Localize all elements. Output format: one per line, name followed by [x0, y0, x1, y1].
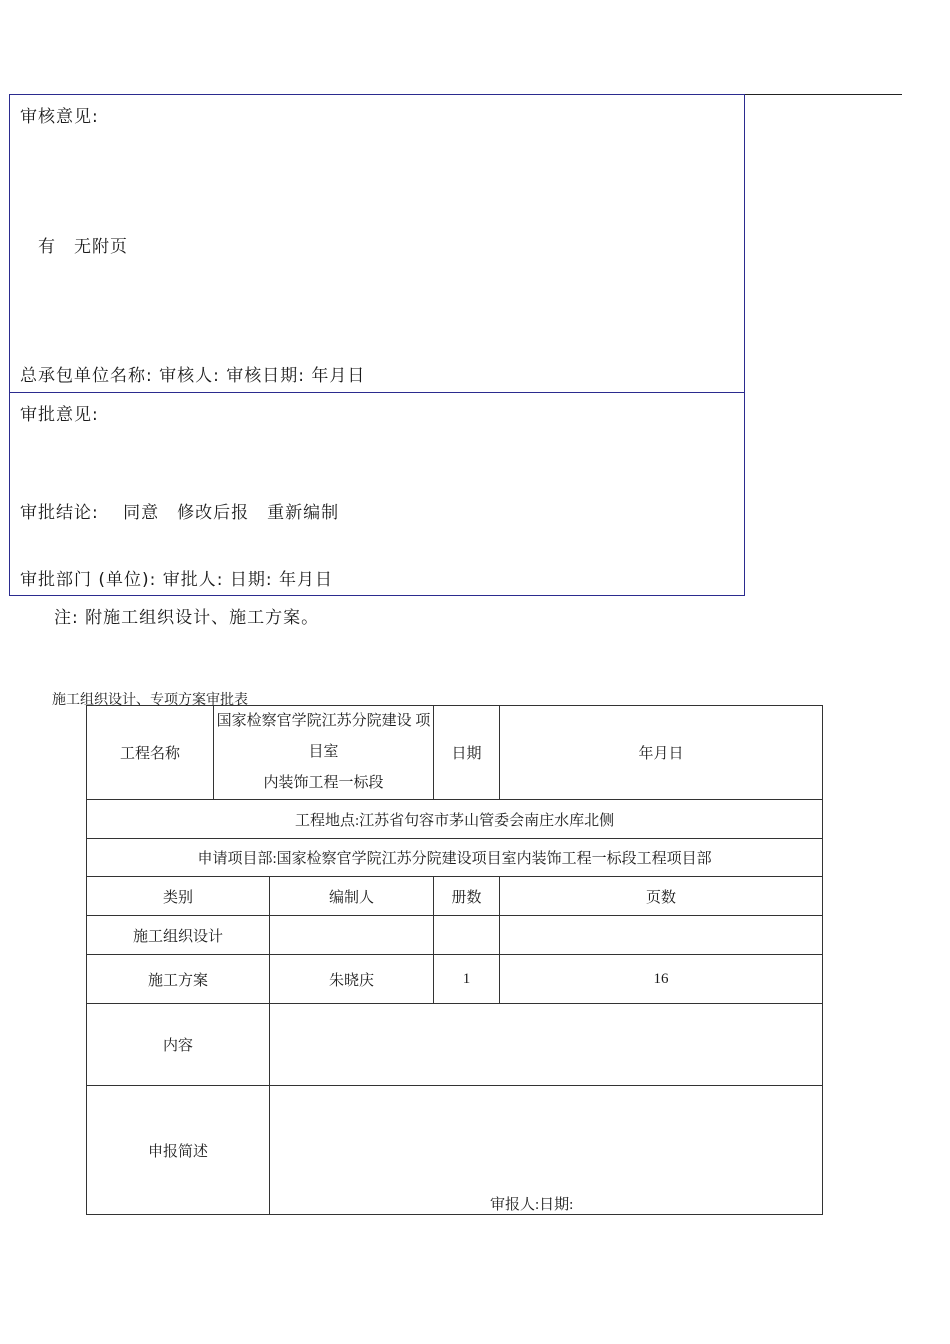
project-name-label: 工程名称 [87, 706, 214, 800]
header-volumes: 册数 [434, 877, 500, 916]
contractor-line: 总承包单位名称: 审核人: 审核日期: 年月日 [20, 366, 366, 386]
table-row [87, 955, 823, 1004]
attachment-text: 有 无附页 [38, 237, 128, 257]
project-name-line2: 内装饰工程一标段 [263, 775, 384, 791]
conclusion-line: 审批结论: 同意 修改后报 重新编制 [20, 503, 340, 523]
project-location: 工程地点:江苏省句容市茅山管委会南庄水库北侧 [87, 800, 823, 839]
approval-label: 审批意见: [20, 405, 99, 425]
row-category: 施工组织设计 [87, 916, 270, 955]
project-name-value [214, 706, 434, 800]
applying-department: 申请项目部:国家检察官学院江苏分院建设项目室内装饰工程一标段工程项目部 [87, 839, 823, 877]
date-value: 年月日 [500, 706, 823, 800]
row-pages [500, 916, 823, 955]
header-category: 类别 [87, 877, 270, 916]
header-pages: 页数 [500, 877, 823, 916]
form-caption: 施工组织设计、专项方案审批表 [52, 693, 248, 708]
department-line: 审批部门 (单位): 审批人: 日期: 年月日 [20, 570, 334, 590]
summary-label: 申报简述 [87, 1086, 270, 1215]
row-category: 施工方案 [87, 955, 270, 1004]
header-author: 编制人 [270, 877, 434, 916]
summary-value [270, 1086, 823, 1215]
reporter-line: 审报人:日期: [490, 1197, 574, 1213]
project-name-line1: 国家检察官学院江苏分院建设 项目室 [216, 713, 431, 760]
attachment-note: 注: 附施工组织设计、施工方案。 [54, 608, 320, 628]
row-author [270, 916, 434, 955]
top-rule [744, 94, 902, 95]
row-volumes [434, 916, 500, 955]
content-value [270, 1004, 823, 1086]
row-pages: 16 [500, 955, 823, 1004]
approval-form-table [86, 705, 823, 1215]
content-label: 内容 [87, 1004, 270, 1086]
table-row [87, 916, 823, 955]
row-volumes: 1 [434, 955, 500, 1004]
date-label: 日期 [434, 706, 500, 800]
review-label: 审核意见: [20, 107, 99, 127]
row-author: 朱晓庆 [270, 955, 434, 1004]
